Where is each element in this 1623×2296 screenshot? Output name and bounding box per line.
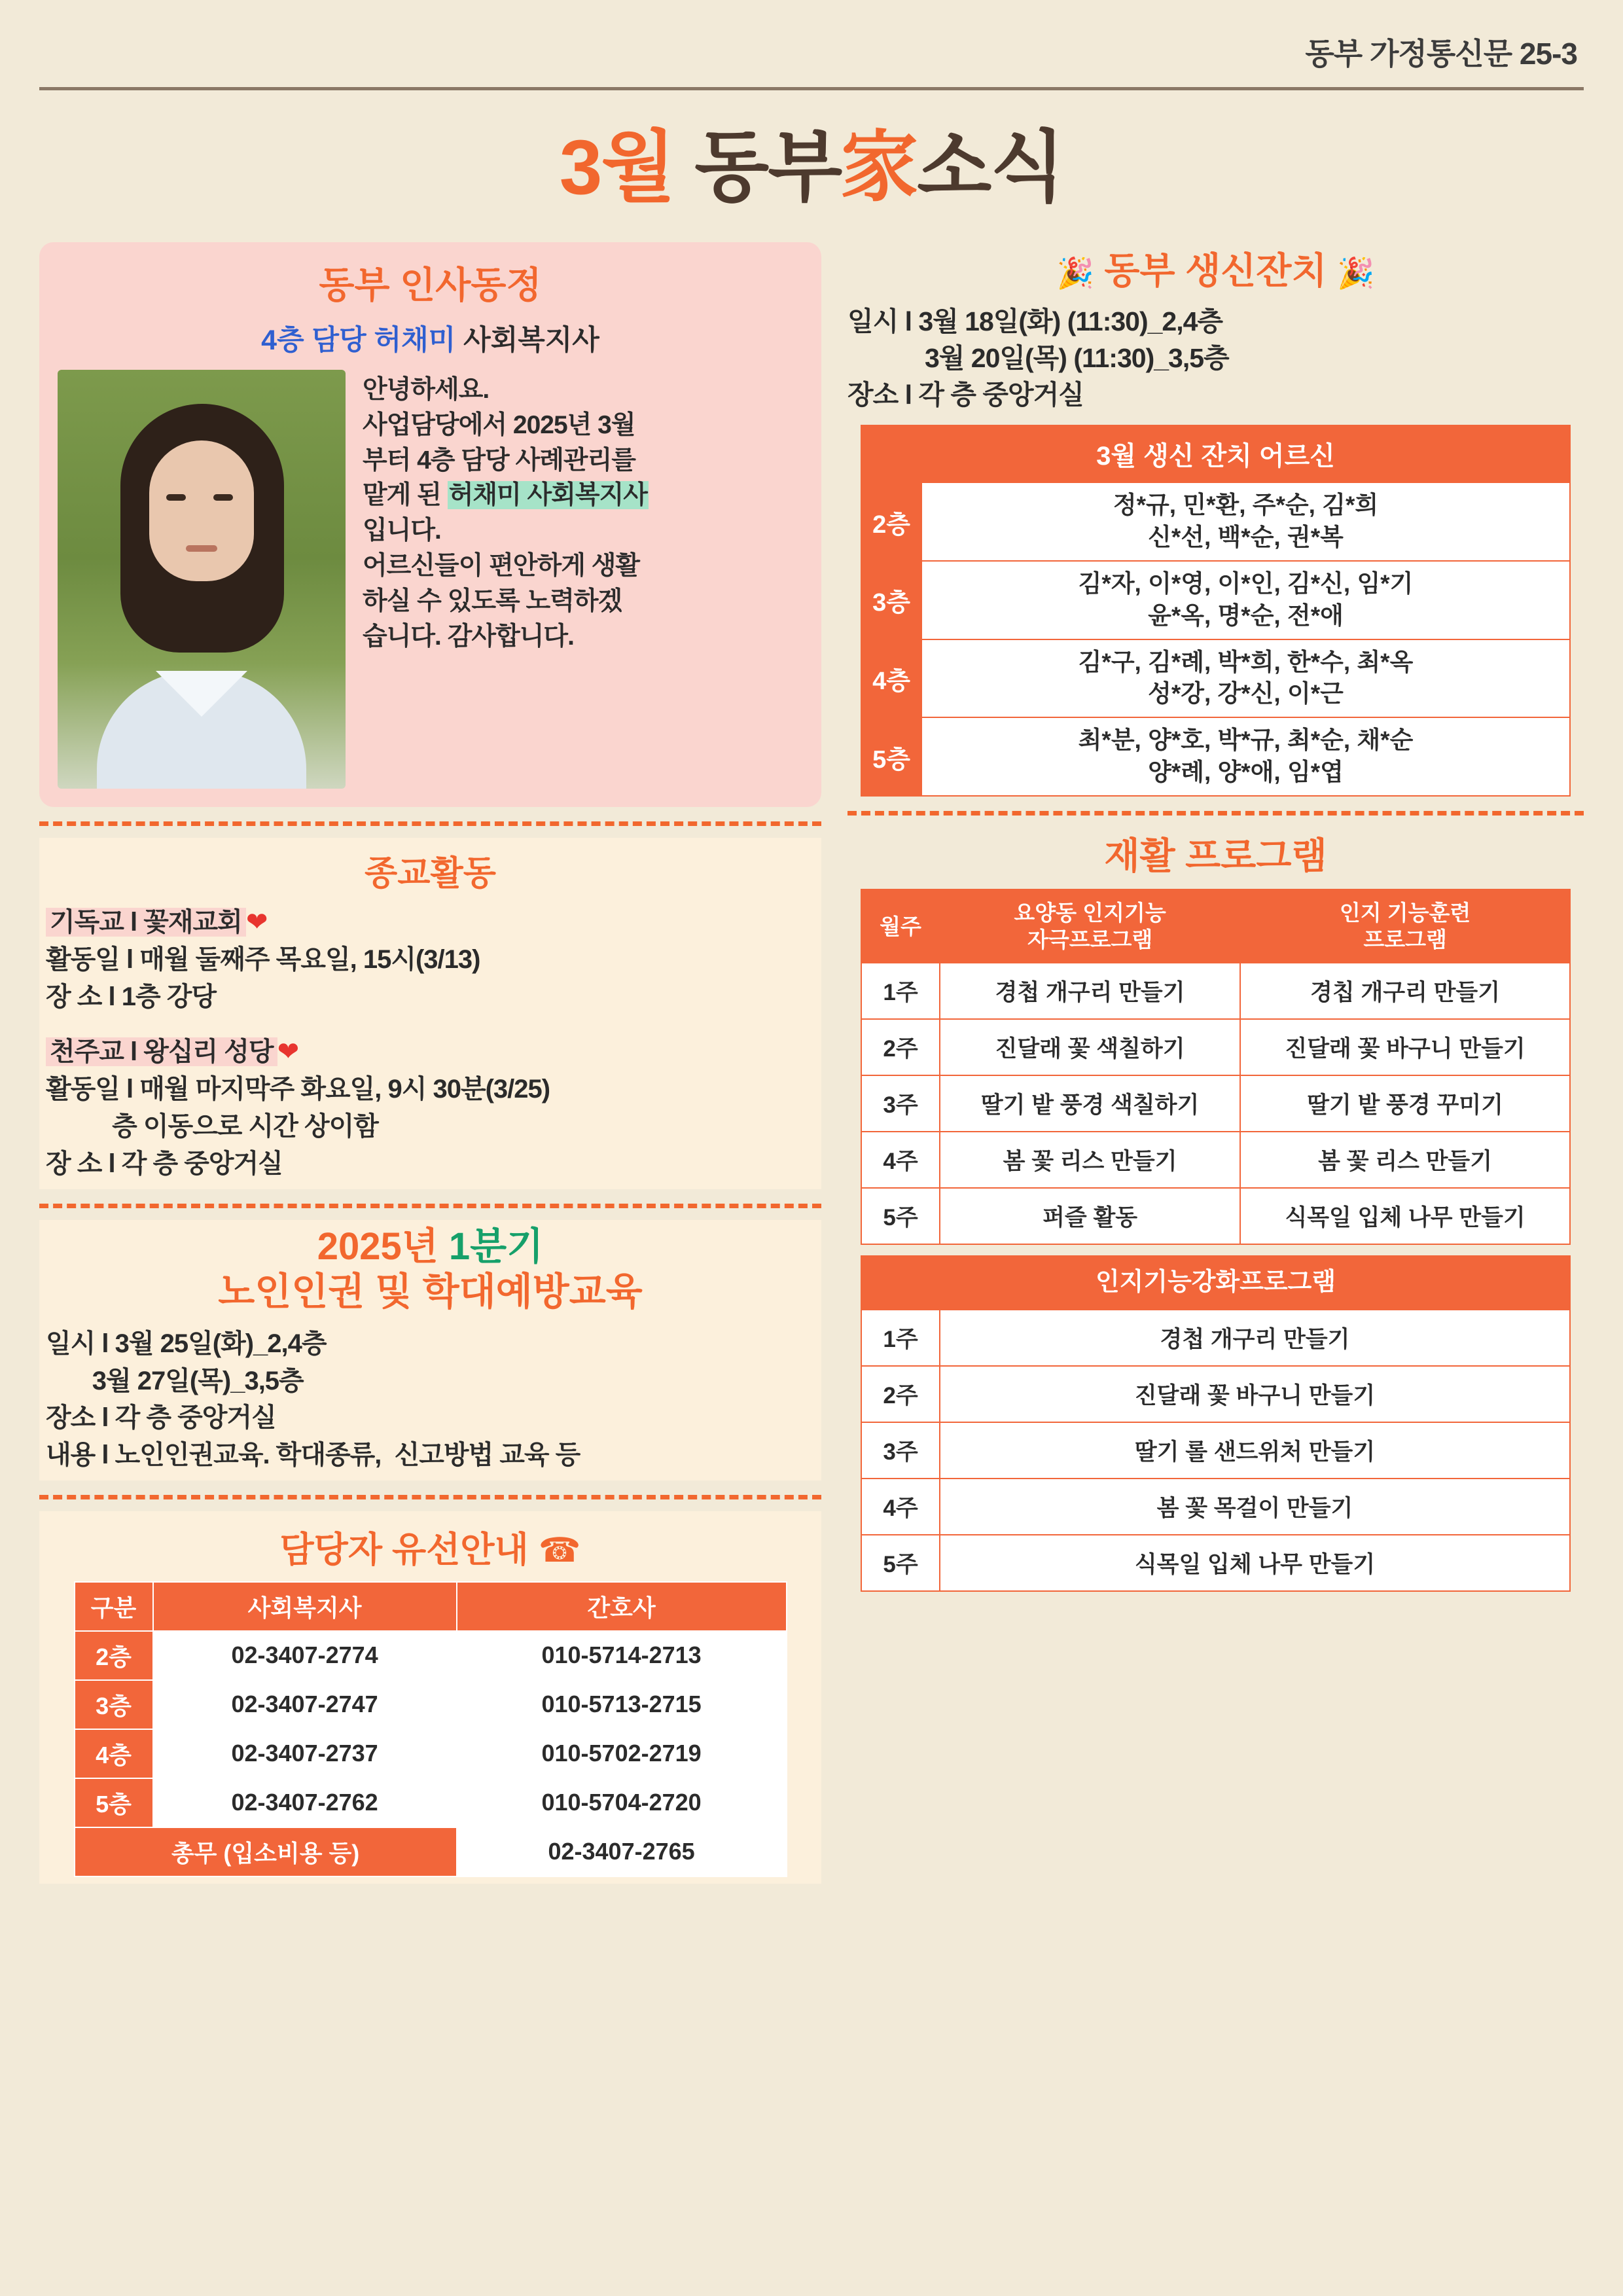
birthday-names-2 xyxy=(921,639,1570,718)
birthday-floor-2: 4층 xyxy=(861,639,921,718)
religion-christian-line-1: 장 소 l 1층 강당 xyxy=(46,982,217,1011)
religion-catholic-line-2: 장 소 l 각 층 중앙거실 xyxy=(46,1149,283,1178)
birthday-info-line-3: 장소 l 각 층 중앙거실 xyxy=(847,379,1084,410)
heart-icon-2: ❤ xyxy=(277,1037,299,1067)
table-row xyxy=(861,1019,1570,1075)
divider-1 xyxy=(39,821,821,826)
greeting-line-1: 사업담당에서 2025년 3월 xyxy=(363,410,635,439)
birthday-floor-1: 3층 xyxy=(861,561,921,639)
page-title xyxy=(0,105,1623,216)
rehab-r4-week: 5주 xyxy=(861,1188,940,1244)
cog-r2-activity: 딸기 롤 샌드위처 만들기 xyxy=(940,1422,1570,1479)
rehab-header-row xyxy=(861,889,1570,963)
phone-title xyxy=(46,1522,815,1572)
religion-catholic-line-0: 활동일 l 매월 마지막주 화요일, 9시 30분(3/25) xyxy=(46,1075,550,1104)
table-row xyxy=(861,1366,1570,1422)
religion-section xyxy=(39,838,821,1189)
greeting-highlight-name: 허채미 사회복지사 xyxy=(448,481,647,510)
rehab-r0-c1: 경첩 개구리 만들기 xyxy=(940,963,1240,1019)
phone-title-text: 담당자 유선안내 xyxy=(279,1530,529,1570)
greeting-body-text xyxy=(363,370,649,789)
rehab-r4-c1: 퍼즐 활동 xyxy=(940,1188,1240,1244)
title-month: 3월 xyxy=(559,124,675,211)
issue-label: 동부 가정통신문 25-3 xyxy=(1305,37,1577,71)
birthday-names-0-l1: 정*규, 민*환, 주*순, 김*희 xyxy=(1113,492,1379,519)
phone-row-1-social: 02-3407-2747 xyxy=(153,1680,457,1729)
table-row xyxy=(861,482,1570,561)
rehab-r3-c2: 봄 꽃 리스 만들기 xyxy=(1240,1132,1570,1188)
table-row xyxy=(861,561,1570,639)
greeting-subtitle-name: 4층 담당 허채미 xyxy=(261,325,456,356)
telephone-icon: ☎ xyxy=(538,1531,581,1570)
birthday-names-1-l2: 윤*옥, 명*순, 전*애 xyxy=(1148,601,1344,629)
phone-row-2-floor: 4층 xyxy=(75,1729,153,1778)
cog-r3-week: 4주 xyxy=(861,1479,940,1535)
birthday-names-1 xyxy=(921,561,1570,639)
religion-christian-label: 기독교 l 꽃재교회 xyxy=(46,908,246,937)
rehab-r3-week: 4주 xyxy=(861,1132,940,1188)
rehab-section xyxy=(847,827,1584,1592)
greeting-line-7: 습니다. 감사합니다. xyxy=(363,622,574,651)
phone-row-3-floor: 5층 xyxy=(75,1778,153,1827)
cognitive-table-caption: 인지기능강화프로그램 xyxy=(861,1256,1570,1310)
phone-table-header-row xyxy=(75,1582,787,1631)
birthday-title-text: 동부 생신잔치 xyxy=(1104,250,1327,291)
phone-row-0-floor: 2층 xyxy=(75,1631,153,1680)
phone-header-1: 사회복지사 xyxy=(153,1582,457,1631)
birthday-floor-3: 5층 xyxy=(861,717,921,796)
table-row xyxy=(861,1310,1570,1366)
greeting-subtitle-role: 사회복지사 xyxy=(455,325,599,356)
rehab-header-col3-l1: 인지 기능훈련 xyxy=(1339,900,1471,925)
birthday-names-3-l1: 최*분, 양*호, 박*규, 최*순, 채*순 xyxy=(1078,726,1414,754)
education-line-3: 내용 l 노인인권교육. 학대종류, 신고방법 교육 등 xyxy=(46,1441,580,1470)
greeting-line-4: 입니다. xyxy=(363,516,441,545)
rehab-header-week: 월주 xyxy=(861,889,940,963)
rehab-r4-c2: 식목일 입체 나무 만들기 xyxy=(1240,1188,1570,1244)
phone-row-0-social: 02-3407-2774 xyxy=(153,1631,457,1680)
phone-footer-label: 총무 (입소비용 등) xyxy=(75,1827,457,1876)
masthead xyxy=(0,0,1623,98)
rehab-r3-c1: 봄 꽃 리스 만들기 xyxy=(940,1132,1240,1188)
birthday-names-1-l1: 김*자, 이*영, 이*인, 김*신, 임*기 xyxy=(1078,569,1414,597)
greeting-panel xyxy=(39,242,821,807)
birthday-table xyxy=(861,425,1571,797)
education-details xyxy=(46,1325,815,1474)
cog-r0-activity: 경첩 개구리 만들기 xyxy=(940,1310,1570,1366)
rehab-header-col3-l2: 프로그램 xyxy=(1363,927,1447,952)
greeting-title: 동부 인사동정 xyxy=(319,264,542,306)
greeting-line-6: 하실 수 있도록 노력하겠 xyxy=(363,586,622,615)
party-popper-icon-left: 🎉 xyxy=(1056,256,1094,290)
table-row xyxy=(861,1075,1570,1132)
phone-header-2: 간호사 xyxy=(457,1582,787,1631)
cog-r1-activity: 진달래 꽃 바구니 만들기 xyxy=(940,1366,1570,1422)
cognitive-caption-row xyxy=(861,1256,1570,1310)
greeting-line-3: 맡게 된 허채미 사회복지사 xyxy=(363,481,647,510)
table-row xyxy=(861,1479,1570,1535)
rehab-header-col3 xyxy=(1240,889,1570,963)
rehab-r1-c1: 진달래 꽃 색칠하기 xyxy=(940,1019,1240,1075)
phone-section xyxy=(39,1511,821,1884)
staff-portrait-photo xyxy=(58,370,346,789)
education-title-year: 2025년 xyxy=(317,1225,449,1268)
phone-row-2-social: 02-3407-2737 xyxy=(153,1729,457,1778)
phone-row-1-nurse: 010-5713-2715 xyxy=(457,1680,787,1729)
rehab-header-col2 xyxy=(940,889,1240,963)
phone-row-3-nurse: 010-5704-2720 xyxy=(457,1778,787,1827)
heart-icon: ❤ xyxy=(245,908,268,937)
religion-item-christian xyxy=(46,904,815,1015)
education-line-2: 장소 l 각 층 중앙거실 xyxy=(46,1403,276,1433)
education-line-1: 3월 27일(목)_3,5층 xyxy=(46,1366,304,1395)
greeting-line-5: 어르신들이 편안하게 생활 xyxy=(363,552,640,581)
education-title-line2: 노인인권 및 학대예방교육 xyxy=(218,1270,643,1314)
rehab-r2-c2: 딸기 밭 풍경 꾸미기 xyxy=(1240,1075,1570,1132)
phone-row-0-nurse: 010-5714-2713 xyxy=(457,1631,787,1680)
birthday-names-0 xyxy=(921,482,1570,561)
cog-r0-week: 1주 xyxy=(861,1310,940,1366)
religion-catholic-label: 천주교 l 왕십리 성당 xyxy=(46,1037,277,1066)
education-section xyxy=(39,1220,821,1480)
birthday-table-caption: 3월 생신 잔치 어르신 xyxy=(861,425,1570,482)
rehab-r0-week: 1주 xyxy=(861,963,940,1019)
table-row xyxy=(75,1680,787,1729)
table-row xyxy=(861,639,1570,718)
birthday-table-caption-row xyxy=(861,425,1570,482)
birthday-names-0-l2: 신*선, 백*순, 권*복 xyxy=(1148,524,1344,551)
title-tail: 소식 xyxy=(917,124,1064,211)
party-popper-icon-right: 🎉 xyxy=(1337,256,1375,290)
birthday-names-3-l2: 양*례, 양*애, 임*엽 xyxy=(1148,759,1344,786)
cog-r4-activity: 식목일 입체 나무 만들기 xyxy=(940,1535,1570,1591)
rehab-r2-week: 3주 xyxy=(861,1075,940,1132)
title-han-character: 家 xyxy=(841,121,918,212)
birthday-title xyxy=(847,242,1584,295)
rehab-r1-c2: 진달래 꽃 바구니 만들기 xyxy=(1240,1019,1570,1075)
phone-table xyxy=(74,1581,787,1877)
rehab-r2-c1: 딸기 밭 풍경 색칠하기 xyxy=(940,1075,1240,1132)
table-row xyxy=(75,1631,787,1680)
birthday-names-3 xyxy=(921,717,1570,796)
right-column xyxy=(847,242,1584,1592)
cog-r2-week: 3주 xyxy=(861,1422,940,1479)
greeting-subtitle xyxy=(58,318,803,358)
title-mid: 동부 xyxy=(674,124,842,211)
divider-2 xyxy=(39,1204,821,1208)
cog-r4-week: 5주 xyxy=(861,1535,940,1591)
religion-christian-line-0: 활동일 l 매월 둘째주 목요일, 15시(3/13) xyxy=(46,944,480,974)
religion-item-catholic xyxy=(46,1033,815,1182)
phone-row-1-floor: 3층 xyxy=(75,1680,153,1729)
table-row xyxy=(75,1778,787,1827)
birthday-names-2-l1: 김*구, 김*례, 박*희, 한*수, 최*옥 xyxy=(1078,648,1414,675)
table-row xyxy=(861,1132,1570,1188)
birthday-section xyxy=(847,242,1584,797)
religion-title: 종교활동 xyxy=(365,855,496,893)
rehab-header-col2-l1: 요양동 인지기능 xyxy=(1014,900,1166,925)
table-row xyxy=(861,1188,1570,1244)
education-line-0: 일시 l 3월 25일(화)_2,4층 xyxy=(46,1329,327,1358)
education-title xyxy=(46,1224,815,1315)
birthday-info xyxy=(847,304,1584,413)
phone-row-2-nurse: 010-5702-2719 xyxy=(457,1729,787,1778)
cog-r1-week: 2주 xyxy=(861,1366,940,1422)
divider-4 xyxy=(847,811,1584,816)
left-column xyxy=(39,242,821,1884)
religion-catholic-line-1: 층 이동으로 시간 상이함 xyxy=(46,1111,378,1141)
table-row xyxy=(75,1729,787,1778)
table-row xyxy=(861,1535,1570,1591)
birthday-names-2-l2: 성*강, 강*신, 이*근 xyxy=(1148,680,1344,708)
education-title-quarter: 1분기 xyxy=(448,1225,544,1268)
birthday-floor-0: 2층 xyxy=(861,482,921,561)
table-row xyxy=(861,963,1570,1019)
greeting-line-0: 안녕하세요. xyxy=(363,376,490,404)
birthday-info-line-1: 일시 l 3월 18일(화) (11:30)_2,4층 xyxy=(847,306,1223,336)
phone-footer-value: 02-3407-2765 xyxy=(457,1827,787,1876)
phone-row-3-social: 02-3407-2762 xyxy=(153,1778,457,1827)
cog-r3-activity: 봄 꽃 목걸이 만들기 xyxy=(940,1479,1570,1535)
rehab-r0-c2: 경칩 개구리 만들기 xyxy=(1240,963,1570,1019)
rehab-title: 재활 프로그램 xyxy=(1104,834,1327,876)
divider-3 xyxy=(39,1495,821,1499)
rehab-r1-week: 2주 xyxy=(861,1019,940,1075)
header-divider xyxy=(39,87,1584,90)
rehab-table xyxy=(861,889,1571,1246)
table-row xyxy=(861,1422,1570,1479)
table-row xyxy=(75,1827,787,1876)
table-row xyxy=(861,717,1570,796)
birthday-info-line-2: 3월 20일(목) (11:30)_3,5층 xyxy=(925,342,1229,373)
phone-header-0: 구분 xyxy=(75,1582,153,1631)
greeting-line-2: 부터 4층 담당 사례관리를 xyxy=(363,446,635,475)
rehab-header-col2-l2: 자극프로그램 xyxy=(1027,927,1153,952)
cognitive-table xyxy=(861,1255,1571,1592)
